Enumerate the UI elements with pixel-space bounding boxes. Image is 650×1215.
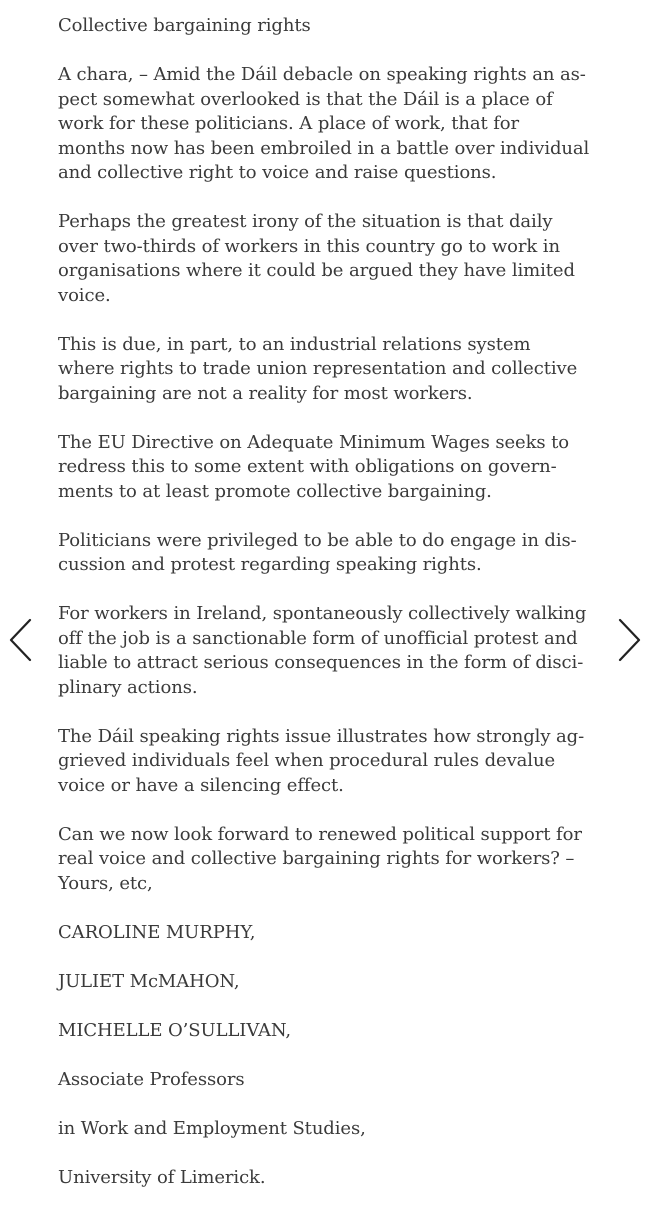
chevron-right-icon xyxy=(617,617,643,663)
next-page-button[interactable] xyxy=(610,612,650,668)
signatory-line: MICHELLE O’SULLIVAN, xyxy=(58,1019,292,1041)
letter-paragraph: The EU Directive on Adequate Minimum Wages seeks to redress this to some extent with obligations on govern- ments to at least promote collective bargaining. xyxy=(58,431,570,502)
letter-title: Collective bargaining rights xyxy=(58,15,311,36)
letter-paragraph: Perhaps the greatest irony of the situation is that daily over two-thirds of workers in this country go to work in organisations where it could be argued they have limited voice. xyxy=(58,211,575,306)
previous-page-button[interactable] xyxy=(0,612,40,668)
signatory-line: in Work and Employment Studies, xyxy=(58,1117,366,1139)
signatory-line: Associate Professors xyxy=(58,1068,245,1090)
letter-paragraph: For workers in Ireland, spontaneously collectively walking off the job is a sanctionable form of unofficial protest and liable to attract serious consequences in the form of disci- plinary actions. xyxy=(58,603,587,698)
letter-paragraph: The Dáil speaking rights issue illustrates how strongly ag- grieved individuals feel when procedural rules devalue voice or have a silencing effect. xyxy=(58,725,585,796)
signatory-line: JULIET McMAHON, xyxy=(58,970,240,992)
chevron-left-icon xyxy=(7,617,33,663)
letter-paragraph: Can we now look forward to renewed political support for real voice and collective bargaining rights for workers? – Yours, etc, xyxy=(58,823,582,894)
letter-body xyxy=(58,14,598,1215)
letter-paragraph: Politicians were privileged to be able to do engage in dis- cussion and protest regarding speaking rights. xyxy=(58,529,577,575)
signatory-line: University of Limerick. xyxy=(58,1166,266,1188)
letter-paragraph: A chara, – Amid the Dáil debacle on speaking rights an as- pect somewhat overlooked is that the Dáil is a place of work for these politicians. A place of work, that for months now has been embroiled in a battle over individual and collective right to voice and raise questions. xyxy=(58,64,590,183)
letter-paragraph: This is due, in part, to an industrial relations system where rights to trade union representation and collective bargaining are not a reality for most workers. xyxy=(58,333,578,404)
signatory-line: CAROLINE MURPHY, xyxy=(58,921,256,943)
